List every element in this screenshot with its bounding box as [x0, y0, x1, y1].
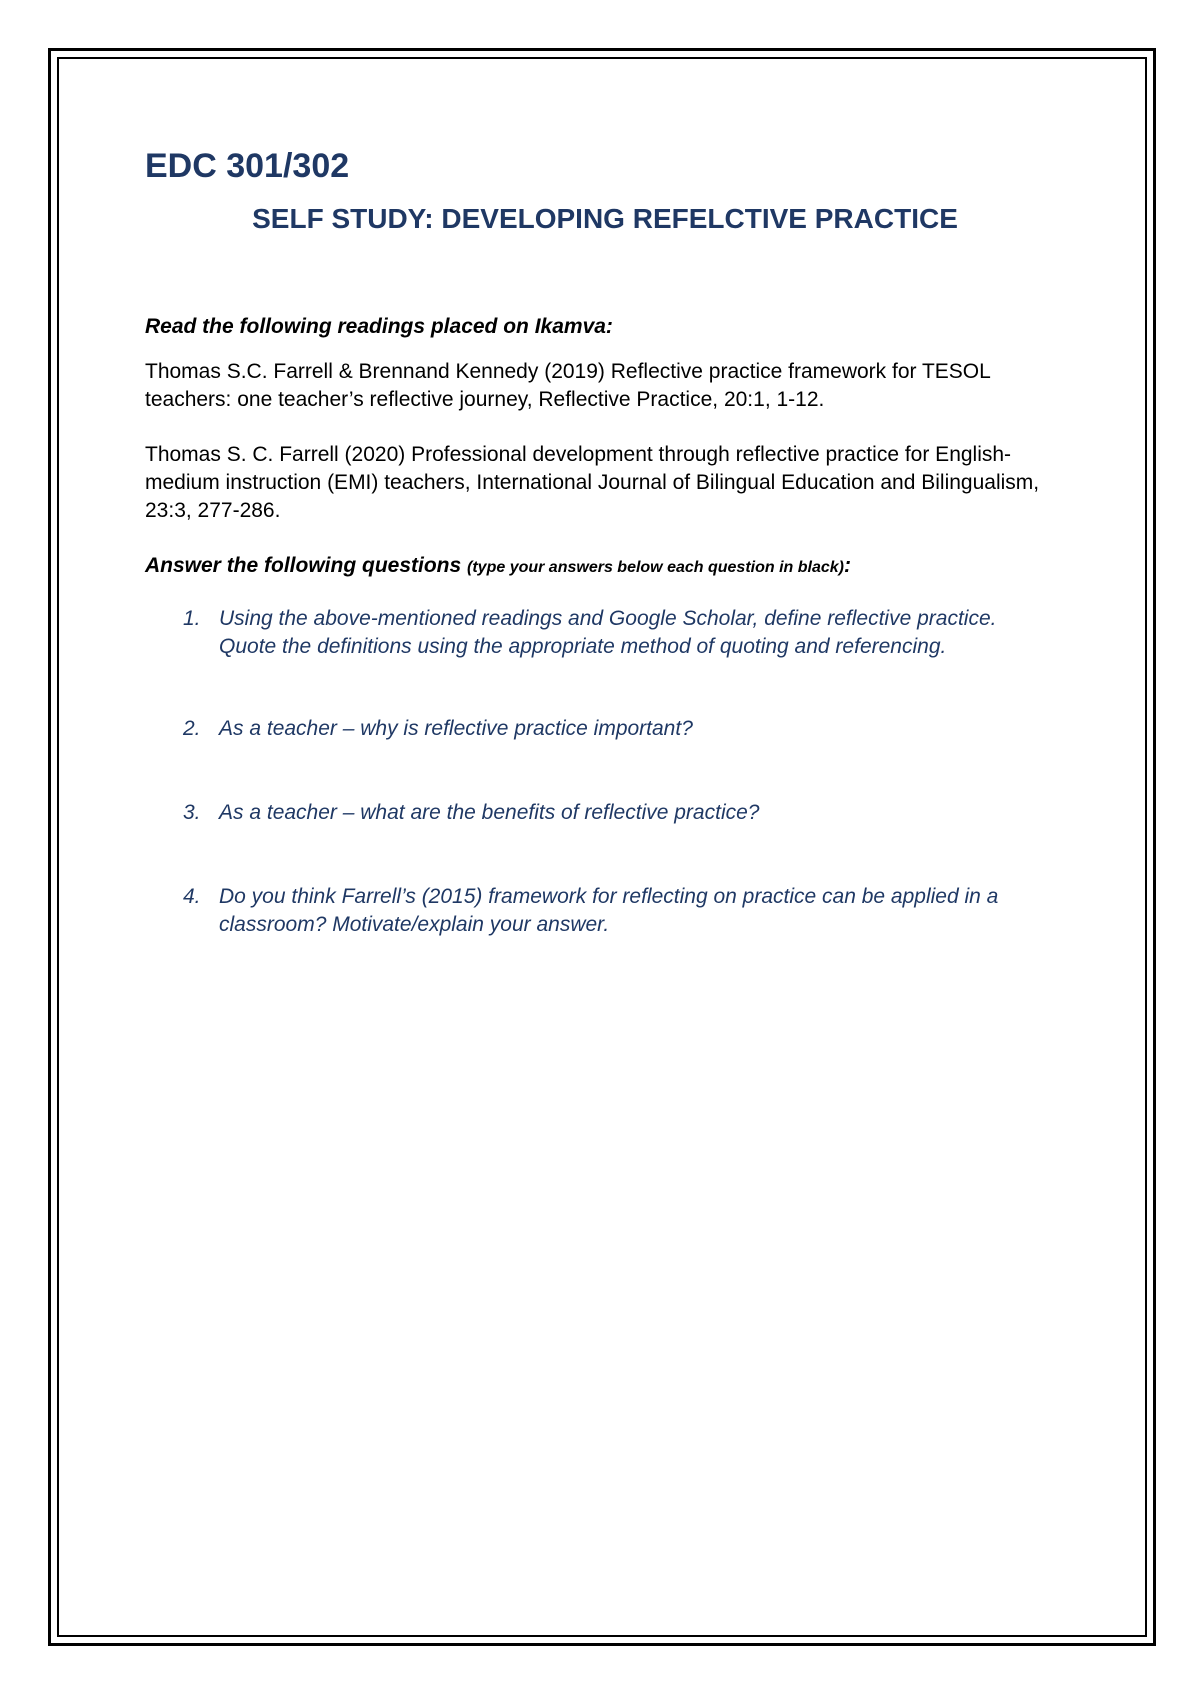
questions-heading-main: Answer the following questions [145, 554, 468, 577]
question-text: As a teacher – what are the benefits of reflective practice? [219, 801, 760, 824]
question-number: 3. [183, 801, 201, 824]
questions-heading-note: (type your answers below each question in black) [467, 559, 844, 576]
readings-heading: Read the following readings placed on Ikamva: [145, 315, 613, 338]
question-text: Using the above-mentioned readings and Google Scholar, define reflective practice. Quote the definitions using the appropriate method of quoting and referencing. [219, 607, 997, 658]
question-text: Do you think Farrell’s (2015) framework for reflecting on practice can be applied in a classroom? Motivate/explain your answer. [219, 885, 999, 936]
reading-reference-2: Thomas S. C. Farrell (2020) Professional development through reflective practice for English-medium instruction (EMI) teachers, International Journal of Bilingual Education and Bilingualism, 23:3, 277-286. [145, 443, 1040, 522]
questions-heading [145, 551, 1065, 583]
question-list [145, 605, 1065, 939]
document-title: SELF STUDY: DEVELOPING REFELCTIVE PRACTICE [252, 203, 958, 234]
course-code: EDC 301/302 [145, 147, 350, 185]
question-item-4 [145, 883, 1019, 939]
question-number: 1. [183, 607, 201, 630]
question-number: 2. [183, 717, 201, 740]
question-item-2 [145, 715, 1019, 743]
question-item-1 [145, 605, 1019, 661]
question-text: As a teacher – why is reflective practice important? [219, 717, 693, 740]
question-item-3 [145, 799, 1019, 827]
questions-heading-colon: : [844, 554, 851, 577]
reading-reference-1: Thomas S.C. Farrell & Brennand Kennedy (2019) Reflective practice framework for TESOL teachers: one teacher’s reflective journey, Reflective Practice, 20:1, 1-12. [145, 360, 991, 411]
question-number: 4. [183, 885, 201, 908]
document-body [145, 140, 1065, 939]
